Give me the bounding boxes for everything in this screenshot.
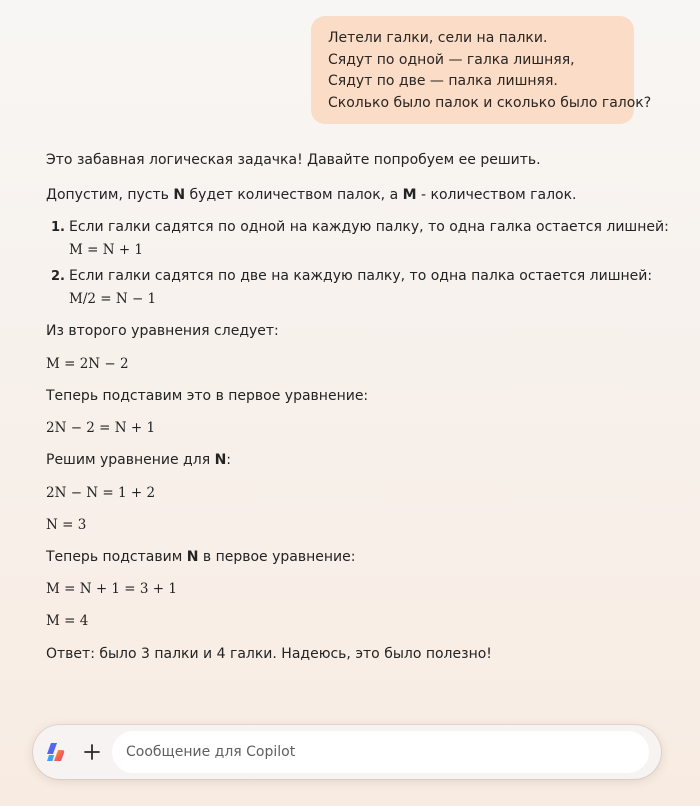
list-number: 1. <box>51 220 65 235</box>
user-message-bubble <box>311 16 652 124</box>
copilot-logo-icon[interactable] <box>45 742 67 762</box>
user-message-line: Летели галки, сели на палки. <box>328 30 548 46</box>
user-message-line: Сколько было палок и сколько было галок? <box>328 94 652 111</box>
substitute-text: в первое уравнение: <box>198 549 356 565</box>
message-input[interactable] <box>112 731 649 773</box>
variable-m: M <box>402 187 417 203</box>
plus-icon[interactable] <box>79 739 105 765</box>
equation-2n-n: 2N − 2 = N + 1 <box>46 420 156 436</box>
substitute-text: Теперь подставим <box>46 549 187 565</box>
list-item-equation: M = N + 1 <box>69 242 144 258</box>
equation-solve: 2N − N = 1 + 2 <box>46 485 156 501</box>
solve-text: : <box>226 452 231 468</box>
assumption-text: Допустим, пусть <box>46 187 174 203</box>
list-item-text: Если галки садятся по одной на каждую палку, то одна галка остается лишней: <box>69 219 669 235</box>
assumption-text: - количеством галок. <box>416 187 577 203</box>
reply-text-substitute-n <box>46 549 355 565</box>
user-message-line: Сядут по две — палка лишняя. <box>328 73 558 89</box>
list-item-text: Если галки садятся по две на каждую палку, то одна палка остается лишней: <box>69 268 653 284</box>
reply-text-substitute: Теперь подставим это в первое уравнение: <box>46 388 369 404</box>
reply-intro: Это забавная логическая задачка! Давайте попробуем ее решить. <box>46 152 541 168</box>
equation-m-calc: M = N + 1 = 3 + 1 <box>46 581 177 597</box>
solve-text: Решим уравнение для <box>46 452 215 468</box>
reply-answer: Ответ: было 3 палки и 4 галки. Надеюсь, это было полезно! <box>46 646 492 662</box>
message-composer <box>33 725 661 779</box>
equation-m-4: M = 4 <box>46 613 89 629</box>
assumption-text: будет количеством палок, а <box>185 187 403 203</box>
list-item-equation: M/2 = N − 1 <box>69 291 157 307</box>
equation-m-2n: M = 2N − 2 <box>46 356 129 372</box>
reply-assumption <box>46 187 577 203</box>
variable-n: N <box>173 187 186 203</box>
equation-n-3: N = 3 <box>46 517 87 533</box>
variable-n: N <box>214 452 227 468</box>
user-message-line: Сядут по одной — галка лишняя, <box>328 51 575 68</box>
list-number: 2. <box>51 269 65 284</box>
reply-text-from-second: Из второго уравнения следует: <box>46 323 279 339</box>
variable-n: N <box>186 549 199 565</box>
reply-text-solve <box>46 452 231 468</box>
